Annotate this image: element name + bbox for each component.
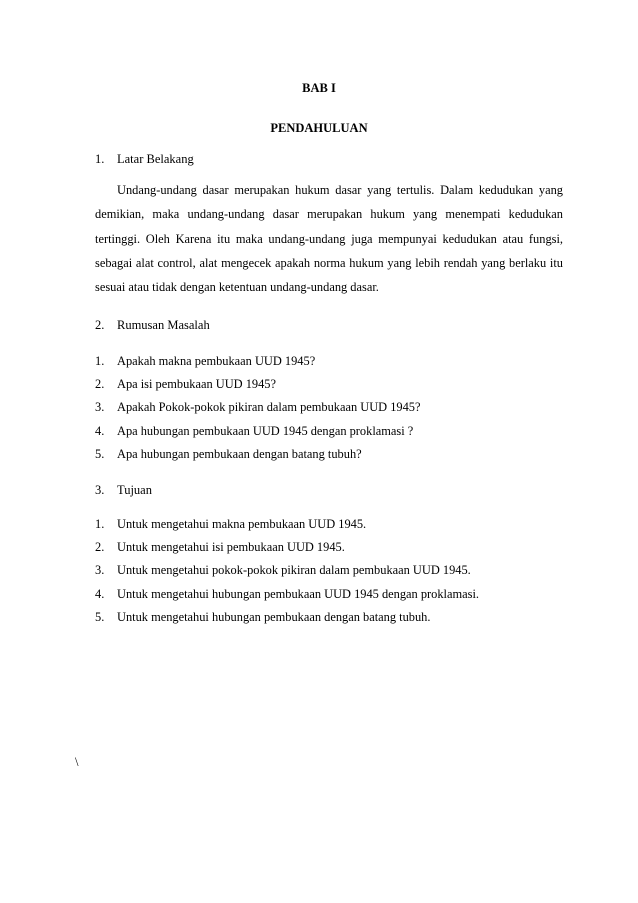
list-item-text: Untuk mengetahui pokok-pokok pikiran dalam pembukaan UUD 1945. [117,563,471,578]
list-item [95,606,479,629]
chapter-number: BAB I [302,81,336,95]
list-item [95,373,421,396]
list-item-number: 3. [95,563,105,578]
list-item-number: 3. [95,400,105,415]
list-item-text: Apakah Pokok-pokok pikiran dalam pembukaan UUD 1945? [117,400,421,415]
list-item [95,396,421,419]
list-item-text: Apa hubungan pembukaan dengan batang tubuh? [117,446,362,461]
list-item-number: 5. [95,446,105,461]
list-item [95,513,479,536]
list-item-number: 4. [95,586,105,601]
section-heading-rumusan-masalah [95,318,210,333]
list-item-number: 1. [95,354,105,368]
list-item-text: Apa isi pembukaan UUD 1945? [117,377,276,392]
list-item-text: Untuk mengetahui hubungan pembukaan UUD 1945 dengan proklamasi. [117,586,480,601]
list-item-number: 4. [95,423,105,438]
list-item [95,350,421,373]
section-heading-tujuan [95,483,152,498]
section-number: 1. [95,152,105,166]
list-item-number: 2. [95,540,105,555]
rumusan-masalah-list [95,350,421,466]
list-item-text: Apakah makna pembukaan UUD 1945? [117,354,316,368]
chapter-title: PENDAHULUAN [270,121,368,135]
list-item-number: 2. [95,377,105,392]
list-item-number: 1. [95,517,105,531]
section-number: 3. [95,483,105,497]
list-item [95,583,479,606]
latar-belakang-paragraph: Undang-undang dasar merupakan hukum dasar yang tertulis. Dalam kedudukan yang demikian, maka undang-undang dasar merupakan hukum yang menempati kedudukan tertinggi. Oleh Karena itu maka undang-undang juga mempunyai kedudukan atau fungsi, sebagai alat control, alat mengecek apakah norma hukum yang lebih rendah yang berlaku itu sesuai atau tidak dengan ketentuan undang-undang dasar. [95,183,563,295]
section-heading-latar-belakang [95,152,194,167]
list-item-text: Untuk mengetahui hubungan pembukaan dengan batang tubuh. [117,609,431,624]
section-title: Latar Belakang [117,152,194,166]
list-item-number: 5. [95,609,105,624]
stray-backslash-mark: \ [75,755,79,769]
list-item [95,420,421,443]
section-number: 2. [95,318,105,332]
list-item-text: Apa hubungan pembukaan UUD 1945 dengan proklamasi ? [117,423,414,438]
list-item-text: Untuk mengetahui isi pembukaan UUD 1945. [117,540,345,555]
section-title: Rumusan Masalah [117,318,210,332]
list-item [95,536,479,559]
list-item [95,443,421,466]
list-item-text: Untuk mengetahui makna pembukaan UUD 1945. [117,517,367,531]
section-title: Tujuan [117,483,152,497]
list-item [95,559,479,582]
tujuan-list [95,513,479,629]
